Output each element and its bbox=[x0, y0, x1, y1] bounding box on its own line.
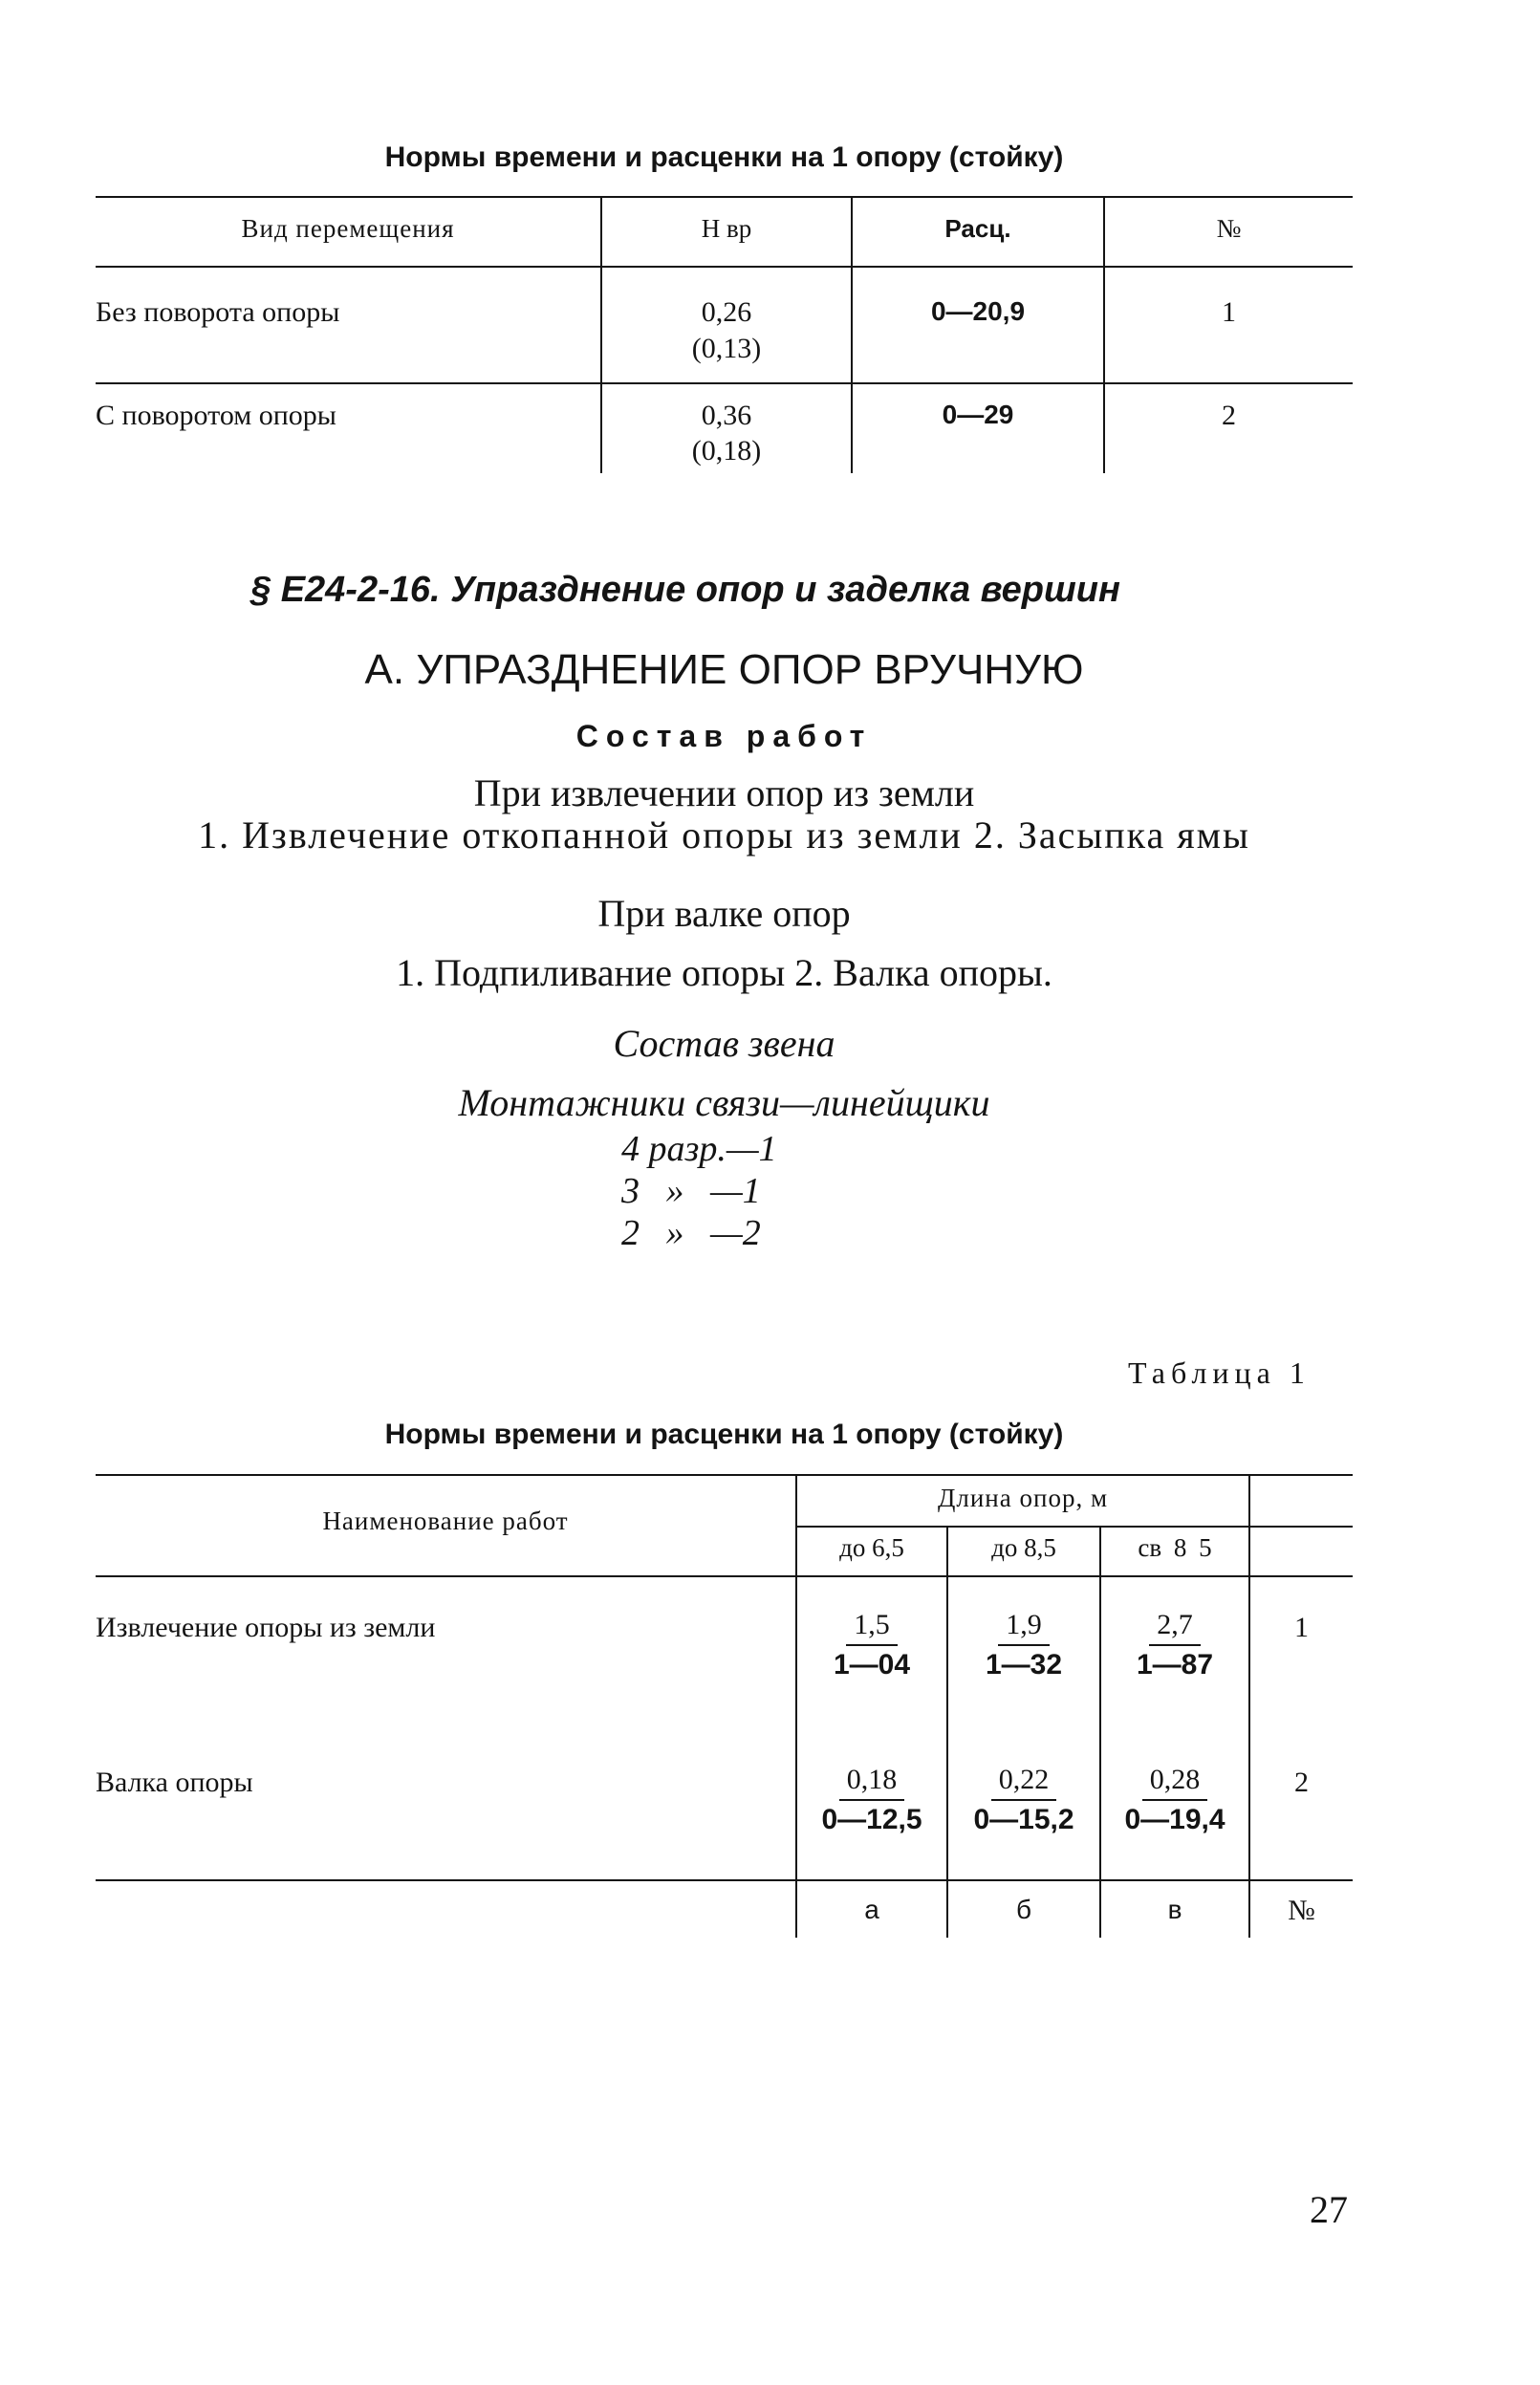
page-number: 27 bbox=[1310, 2188, 1348, 2231]
table1-subheader: св 8 5 bbox=[1138, 1533, 1212, 1562]
rate: 1—04 bbox=[833, 1649, 911, 1680]
table0-header-rule bbox=[96, 266, 1353, 268]
table0-header-time: Н вр bbox=[701, 214, 752, 243]
group1-steps: 1. Извлечение откопанной опоры из земли 2. Засыпка ямы bbox=[198, 813, 1250, 856]
table1-header-work: Наименование работ bbox=[322, 1507, 569, 1535]
table1-label: Таблица 1 bbox=[1128, 1355, 1311, 1390]
crew-line: 3 » —1 bbox=[621, 1171, 761, 1211]
table0-row-rate: 0—29 bbox=[942, 400, 1014, 429]
norm-time: 1,9 bbox=[998, 1606, 1050, 1646]
table1-footer-col: в bbox=[1167, 1895, 1182, 1924]
norm-time: 0,28 bbox=[1142, 1761, 1208, 1801]
table0-caption: Нормы времени и расценки на 1 опору (стойку) bbox=[384, 141, 1064, 173]
group2-title: При валке опор bbox=[597, 892, 851, 935]
section-title: § Е24-2-16. Упразднение опор и заделка вершин bbox=[250, 570, 1120, 610]
table0-row-work: С поворотом опоры bbox=[96, 400, 336, 431]
table1-value-fraction bbox=[948, 1761, 1099, 1839]
rate: 0—19,4 bbox=[1124, 1804, 1225, 1835]
table1-col-divider bbox=[1099, 1526, 1101, 1938]
section-subtitle: А. УПРАЗДНЕНИЕ ОПОР ВРУЧНУЮ bbox=[364, 646, 1084, 693]
rate: 1—87 bbox=[1136, 1649, 1214, 1680]
crew-role: Монтажники связи—линейщики bbox=[458, 1081, 990, 1124]
composition-heading: Состав работ bbox=[575, 719, 873, 753]
table1-value-fraction bbox=[1101, 1761, 1248, 1839]
table0-row-time: 0,26 bbox=[701, 296, 752, 328]
table1-footer-rule bbox=[96, 1879, 1353, 1881]
rate: 1—32 bbox=[985, 1649, 1063, 1680]
table1-caption: Нормы времени и расценки на 1 опору (стойку) bbox=[384, 1419, 1064, 1450]
table1-top-rule bbox=[96, 1474, 1353, 1476]
table1-row-num: 1 bbox=[1294, 1612, 1309, 1643]
rate: 0—12,5 bbox=[821, 1804, 922, 1835]
table0-row-time: 0,36 bbox=[701, 400, 752, 431]
table1-col-divider bbox=[946, 1526, 948, 1938]
norm-time: 0,18 bbox=[839, 1761, 905, 1801]
table0-header-work: Вид перемещения bbox=[241, 214, 455, 243]
table1-footer-col: № bbox=[1288, 1895, 1315, 1926]
norm-time: 2,7 bbox=[1149, 1606, 1201, 1646]
table1-value-fraction bbox=[797, 1606, 946, 1684]
table0-row-num: 1 bbox=[1222, 296, 1236, 328]
group1-title: При извлечении опор из земли bbox=[473, 771, 975, 814]
crew-line: 4 разр.—1 bbox=[621, 1129, 777, 1169]
table0-header-rate: Расц. bbox=[944, 214, 1011, 243]
table1-row-num: 2 bbox=[1294, 1767, 1309, 1798]
group2-steps: 1. Подпиливание опоры 2. Валка опоры. bbox=[396, 951, 1052, 994]
norm-time: 1,5 bbox=[846, 1606, 898, 1646]
rate: 0—15,2 bbox=[973, 1804, 1074, 1835]
table1-value-fraction bbox=[948, 1606, 1099, 1684]
table1-value-fraction bbox=[1101, 1606, 1248, 1684]
table1-row-work: Извлечение опоры из земли bbox=[96, 1612, 436, 1643]
table1-group-rule bbox=[795, 1526, 1353, 1528]
table1-header-rule bbox=[96, 1575, 1353, 1577]
table1-row-work: Валка опоры bbox=[96, 1767, 253, 1798]
table0-top-rule bbox=[96, 196, 1353, 198]
table0-header-num: № bbox=[1216, 214, 1242, 243]
table1-subheader: до 6,5 bbox=[839, 1533, 904, 1562]
norm-time: 0,22 bbox=[991, 1761, 1057, 1801]
table1-header-length: Длина опор, м bbox=[937, 1484, 1109, 1512]
table1-footer-col: б bbox=[1015, 1895, 1032, 1924]
table0-row-work: Без поворота опоры bbox=[96, 296, 340, 328]
table1-footer-col: а bbox=[864, 1895, 879, 1924]
table1-value-fraction bbox=[797, 1761, 946, 1839]
table0-row-time-paren: (0,13) bbox=[691, 333, 762, 364]
table0-row-rate: 0—20,9 bbox=[930, 296, 1026, 326]
table1-subheader: до 8,5 bbox=[991, 1533, 1056, 1562]
crew-heading: Состав звена bbox=[613, 1022, 835, 1065]
table1-col-divider bbox=[1248, 1474, 1250, 1938]
crew-line: 2 » —2 bbox=[621, 1213, 761, 1253]
table0-row-time-paren: (0,18) bbox=[691, 435, 762, 466]
table0-row-rule bbox=[96, 382, 1353, 384]
table0-row-num: 2 bbox=[1222, 400, 1236, 431]
